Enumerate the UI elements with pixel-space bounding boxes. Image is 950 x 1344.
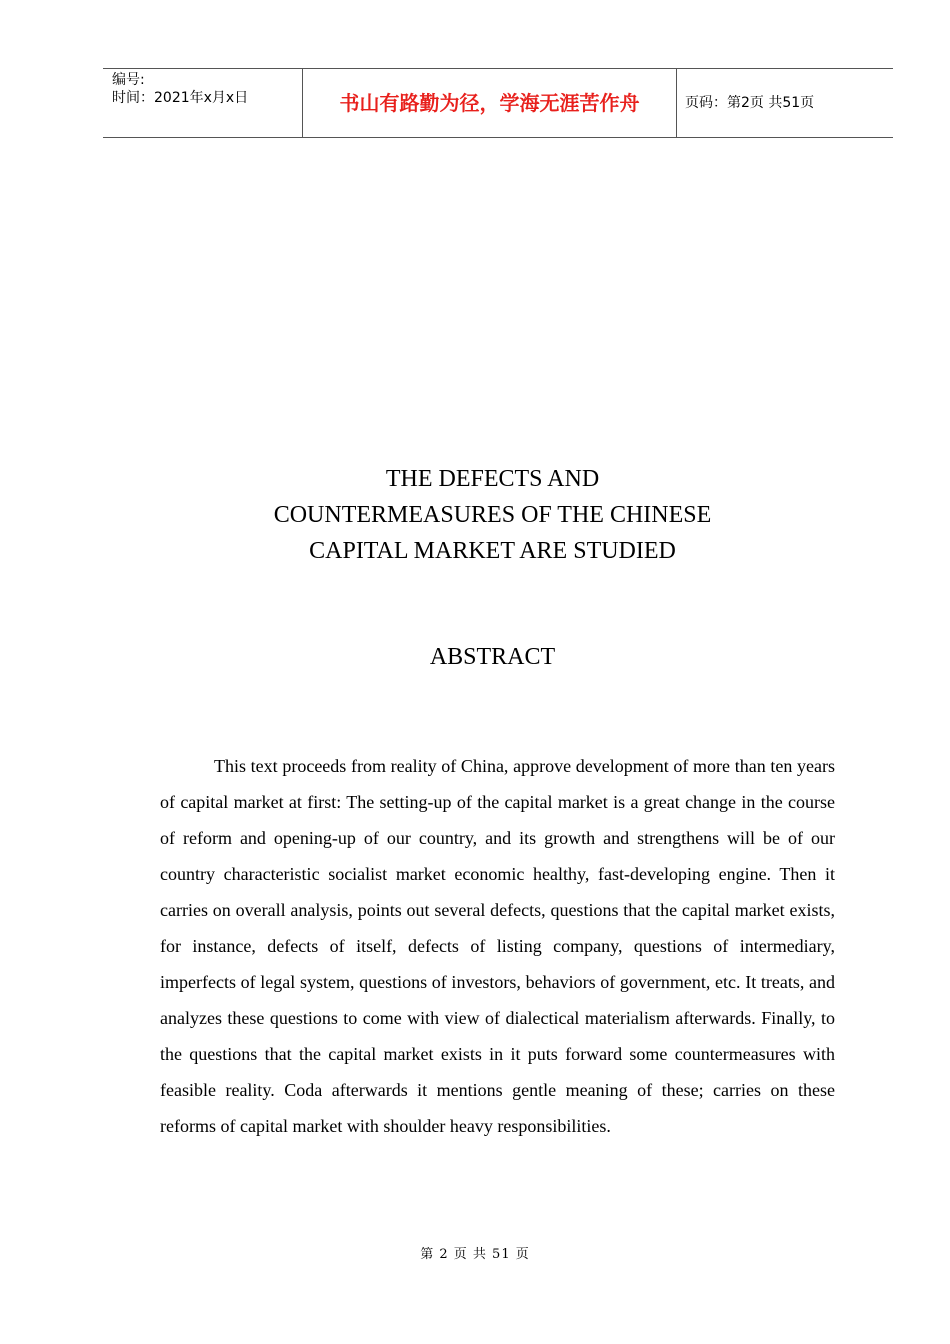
document-number-label: 编号:	[112, 72, 145, 88]
header-motto-cell	[303, 69, 677, 137]
header-page-info: 页码：第2页 共51页	[685, 95, 815, 111]
abstract-heading: ABSTRACT	[429, 644, 556, 670]
document-title	[160, 461, 825, 569]
header-motto: 书山有路勤为径，学海无涯苦作舟	[339, 91, 640, 115]
title-line-3: CAPITAL MARKET ARE STUDIED	[309, 538, 676, 564]
title-line-2: COUNTERMEASURES OF THE CHINESE	[273, 502, 712, 528]
header-meta-cell	[103, 69, 303, 137]
page-footer: 第 2 页 共 51 页	[420, 1247, 530, 1262]
page-header	[103, 68, 893, 138]
title-line-1: THE DEFECTS AND	[385, 466, 600, 492]
document-date-label: 时间：2021年x月x日	[112, 90, 249, 106]
abstract-paragraph: This text proceeds from reality of China, approve development of more than ten years of capital market at first: The setting-up of the capital market is a great change in the course of reform and opening-up of our country, and its growth and strengthens will be of our country characteristic socialist market economic healthy, fast-developing engine. Then it carries on overall analysis, points out several defects, questions that the capital market exists, for instance, defects of itself, defects of listing company, questions of intermediary, imperfects of legal system, questions of investors, behaviors of government, etc. It treats, and analyzes these questions to come with view of dialectical materialism afterwards. Finally, to the questions that the capital market exists in it puts forward some countermeasures with feasible reality. Coda afterwards it mentions gentle meaning of these; carries on these reforms of capital market with shoulder heavy responsibilities.	[160, 756, 835, 1136]
header-page-cell	[677, 69, 893, 137]
